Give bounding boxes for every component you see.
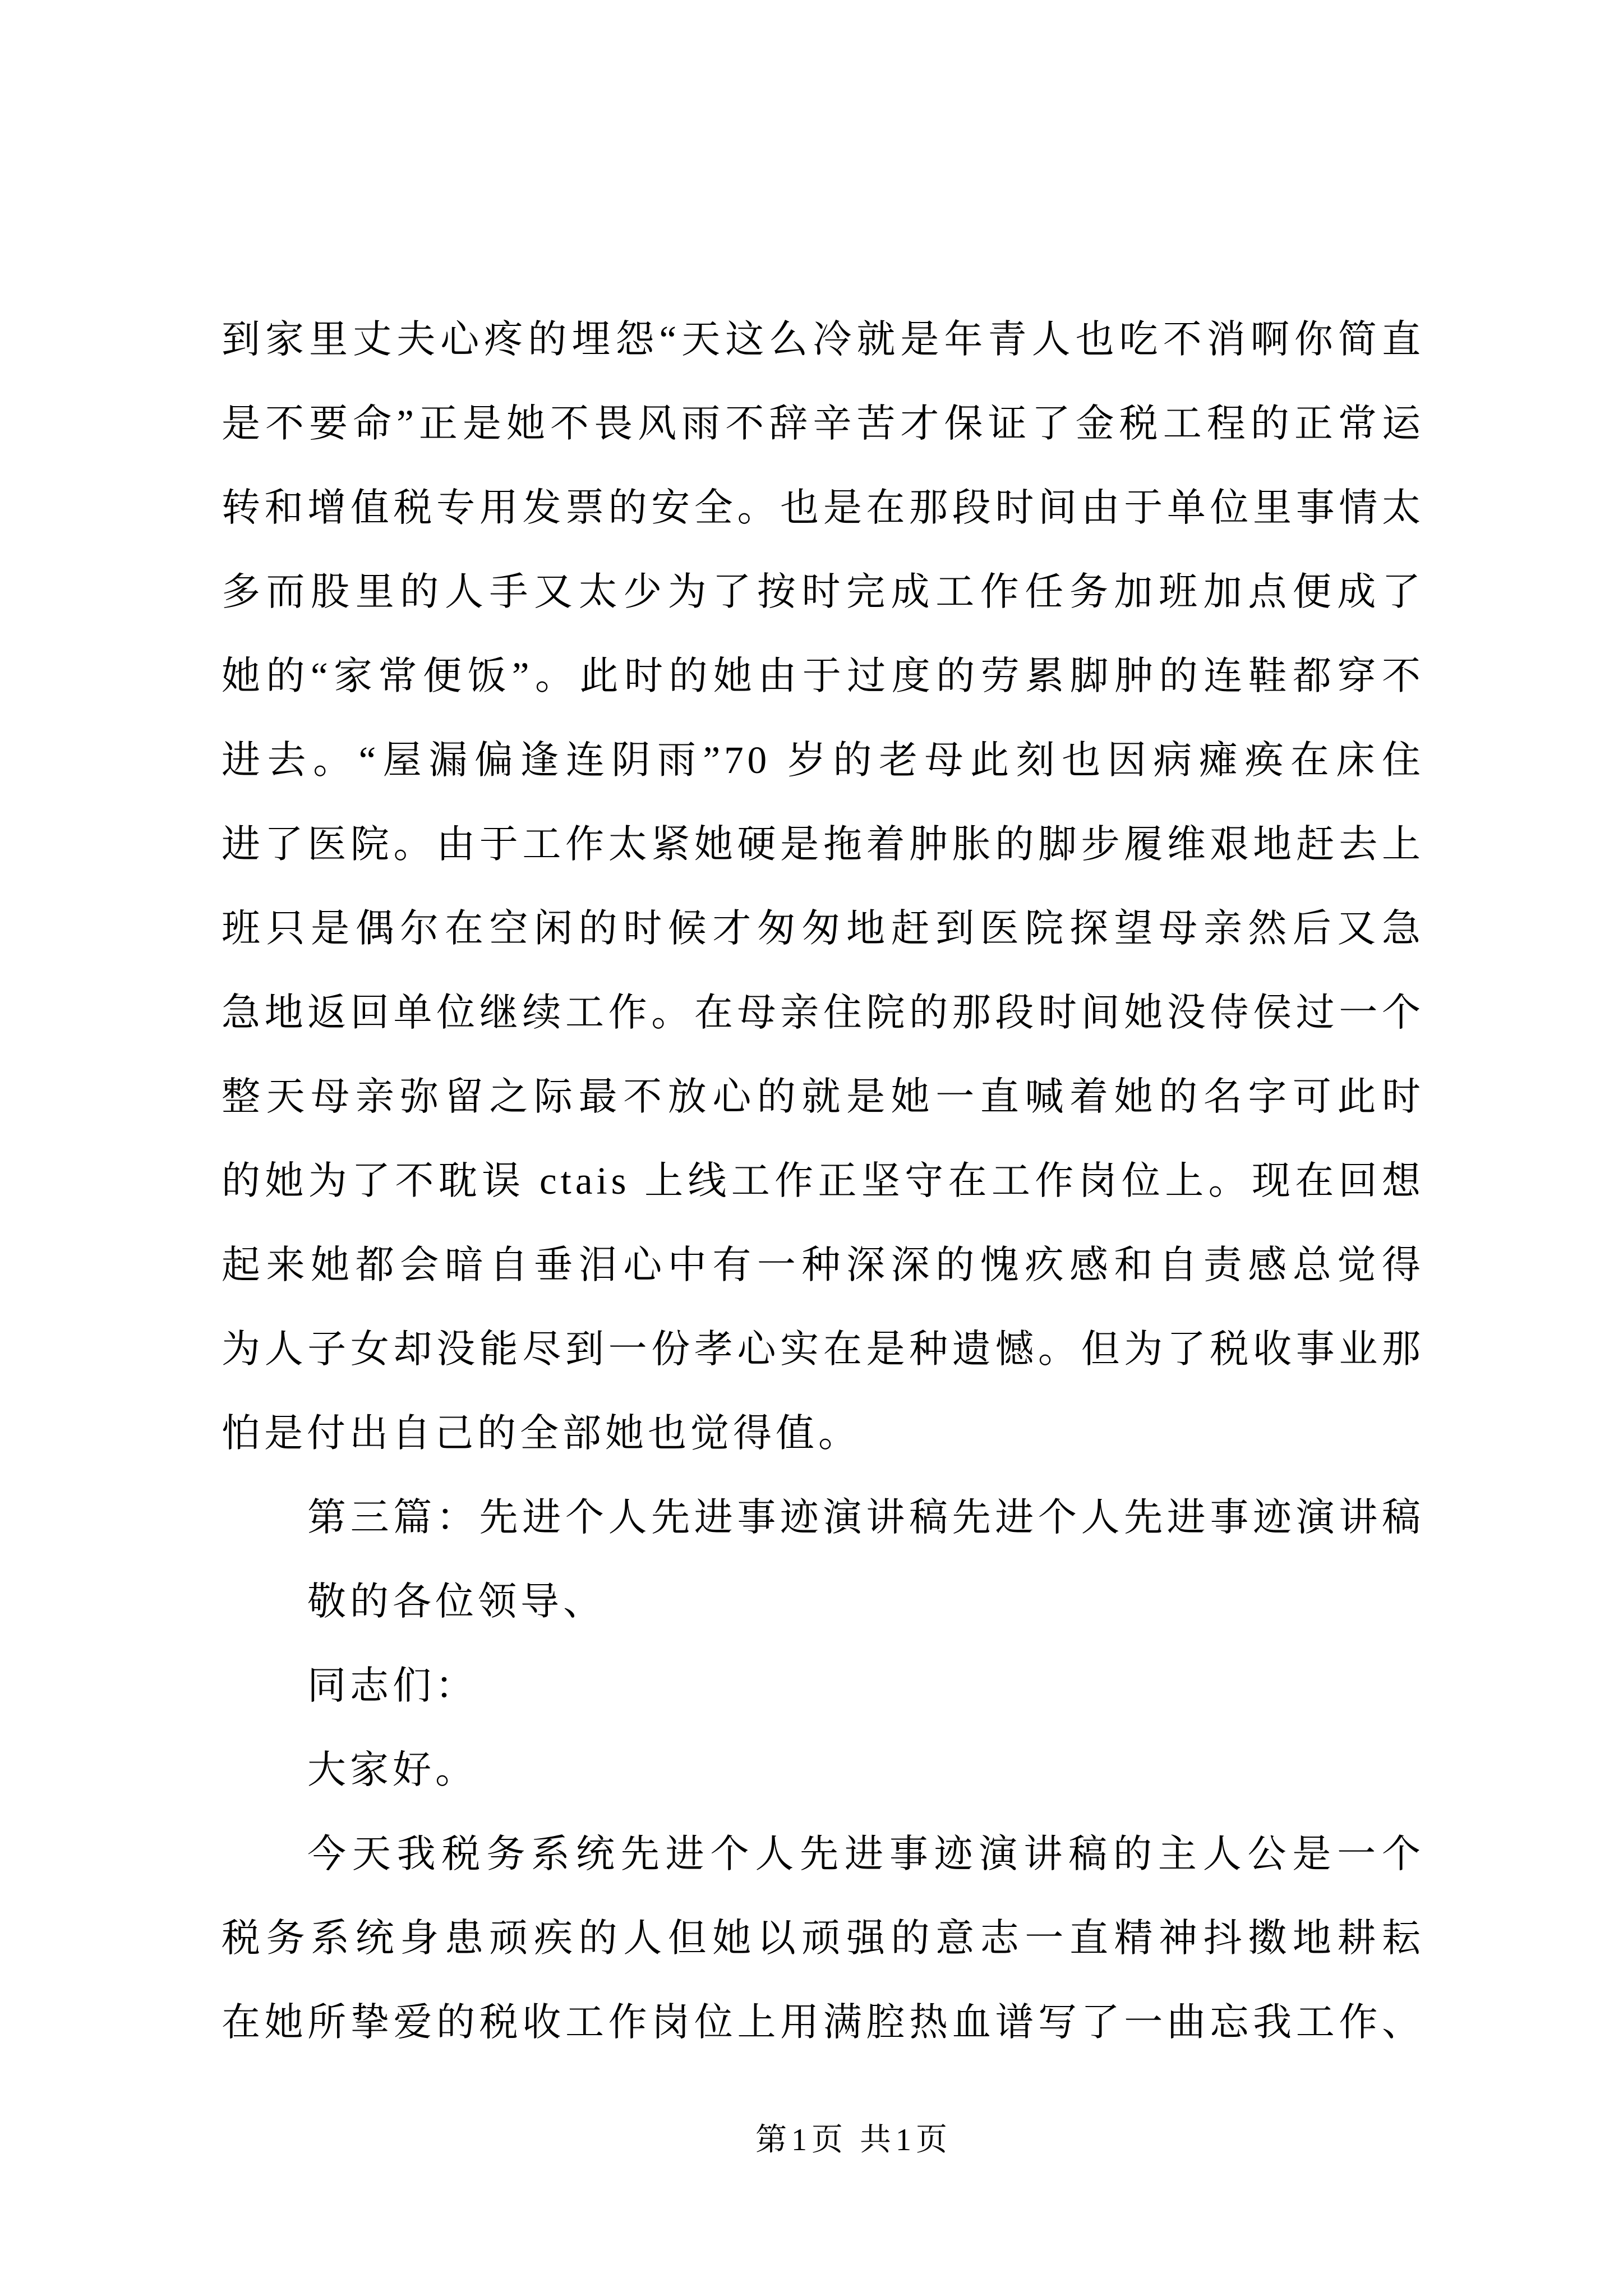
text-line: 怕是付出自己的全部她也觉得值。 [222,1412,861,1455]
text-line: 进去。“屋漏偏逢连阴雨”70 岁的老母此刻也因病瘫痪在床住 [222,739,1424,781]
text-line: 是不要命”正是她不畏风雨不辞辛苦才保证了金税工程的正常运 [222,402,1424,445]
page-footer: 第1页 共1页 [755,2123,952,2157]
text-line: 税务系统身患顽疾的人但她以顽强的意志一直精神抖擞地耕耘 [222,1917,1424,1959]
text-line: 今天我税务系统先进个人先进事迹演讲稿的主人公是一个 [307,1833,1424,1875]
text-line: 转和增值税专用发票的安全。也是在那段时间由于单位里事情太 [222,486,1424,529]
text-line: 班只是偶尔在空闲的时候才匆匆地赶到医院探望母亲然后又急 [222,907,1424,950]
text-line: 起来她都会暗自垂泪心中有一种深深的愧疚感和自责感总觉得 [222,1244,1424,1286]
text-line: 急地返回单位继续工作。在母亲住院的那段时间她没侍侯过一个 [222,991,1424,1034]
text-line: 第三篇：先进个人先进事迹演讲稿先进个人先进事迹演讲稿 [307,1496,1424,1539]
text-line: 整天母亲弥留之际最不放心的就是她一直喊着她的名字可此时 [222,1075,1424,1118]
text-line: 为人子女却没能尽到一份孝心实在是种遗憾。但为了税收事业那 [222,1328,1424,1370]
text-line: 的她为了不耽误 ctais 上线工作正坚守在工作岗位上。现在回想 [222,1159,1424,1202]
text-line: 她的“家常便饭”。此时的她由于过度的劳累脚肿的连鞋都穿不 [222,655,1424,697]
text-line: 同志们： [307,1664,478,1707]
text-line: 大家好。 [307,1749,478,1791]
text-body [222,297,1424,2064]
text-line: 到家里丈夫心疼的埋怨“天这么冷就是年青人也吃不消啊你简直 [222,318,1424,361]
text-line: 在她所挚爱的税收工作岗位上用满腔热血谱写了一曲忘我工作、 [222,2001,1424,2044]
text-line: 多而股里的人手又太少为了按时完成工作任务加班加点便成了 [222,570,1424,613]
text-line: 进了医院。由于工作太紧她硬是拖着肿胀的脚步履维艰地赶去上 [222,823,1424,866]
text-line: 敬的各位领导、 [307,1580,606,1623]
